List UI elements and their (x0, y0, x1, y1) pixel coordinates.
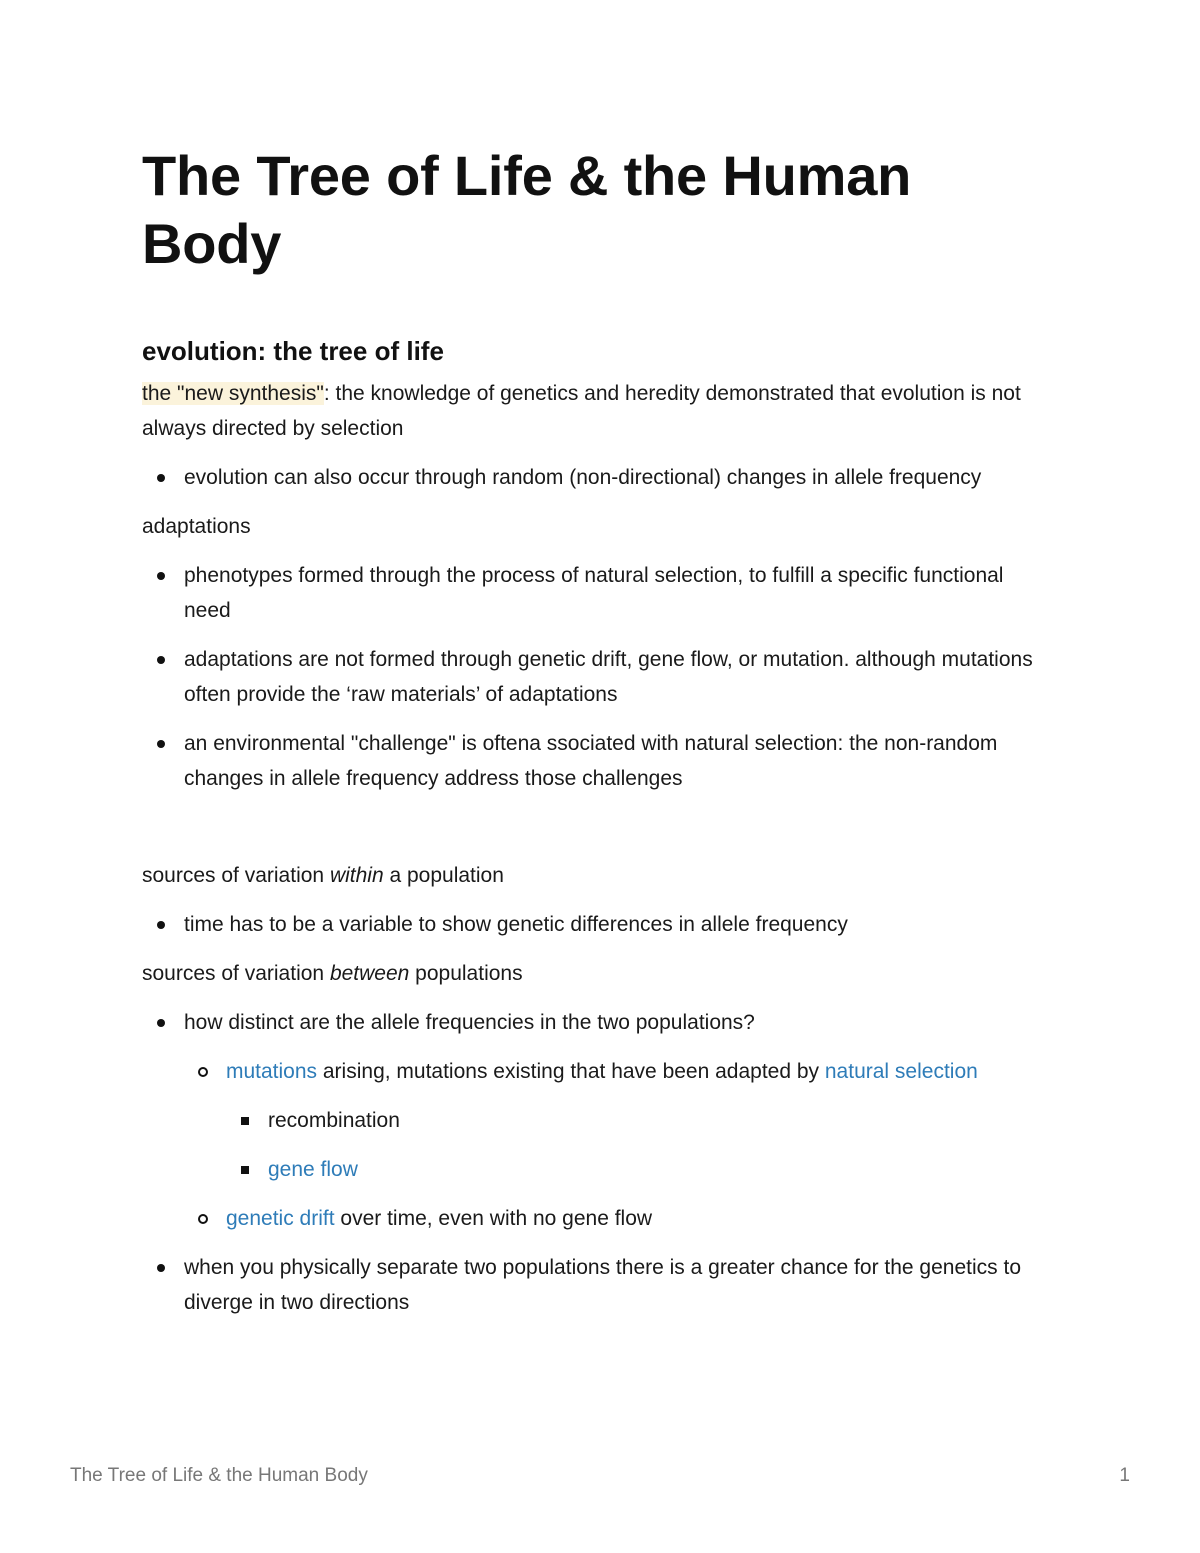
adaptations-heading: adaptations (142, 515, 251, 538)
between-heading (142, 956, 1042, 991)
within-heading-text-end: a population (383, 864, 504, 887)
within-bullet-list (142, 907, 1042, 942)
list-item: adaptations are not formed through genetic drift, gene flow, or mutation. although mutations often provide the ‘raw materials’ of adaptations (142, 642, 1042, 712)
within-heading (142, 858, 1042, 893)
sub-sub-list-item (226, 1152, 1042, 1187)
sub-bullet-list (184, 1054, 1042, 1236)
list-item-text: how distinct are the allele frequencies in the two populations? (184, 1011, 755, 1034)
between-heading-text: sources of variation (142, 962, 330, 985)
genetic-drift-link[interactable]: genetic drift (226, 1207, 335, 1230)
intro-bullet-list (142, 460, 1042, 495)
natural-selection-link[interactable]: natural selection (824, 1060, 978, 1083)
within-heading-text: sources of variation (142, 864, 330, 887)
page-title: The Tree of Life & the Human Body (142, 144, 912, 275)
sub-list-item-text: arising, mutations existing that have been adapted by (317, 1060, 825, 1083)
list-item: when you physically separate two populations there is a greater chance for the genetics to diverge in two directions (142, 1250, 1042, 1320)
gene-flow-link[interactable]: gene flow (268, 1158, 358, 1181)
list-item (142, 1005, 1042, 1236)
list-item: evolution can also occur through random (non-directional) changes in allele frequency (142, 460, 1042, 495)
within-emphasis: within (329, 864, 384, 887)
section-heading: evolution: the tree of life (142, 336, 444, 366)
intro-text: : the knowledge of genetics and heredity demonstrated that evolution is not always directed by selection (142, 382, 1021, 440)
highlighted-term: the "new synthesis" (142, 382, 324, 405)
sub-sub-list-item: recombination (226, 1103, 1042, 1138)
spacer (142, 796, 1042, 844)
sub-sub-bullet-list (226, 1103, 1042, 1187)
between-heading-text-end: populations (409, 962, 523, 985)
sub-list-item-text: over time, even with no gene flow (334, 1207, 653, 1230)
list-item: phenotypes formed through the process of natural selection, to fulfill a specific functional need (142, 558, 1042, 628)
page-number: 1 (1119, 1465, 1130, 1486)
mutations-link[interactable]: mutations (226, 1060, 318, 1083)
intro-paragraph (142, 376, 1042, 446)
document-page (142, 142, 1042, 1320)
sub-list-item (184, 1054, 1042, 1187)
footer-title: The Tree of Life & the Human Body (70, 1465, 368, 1486)
adaptations-bullet-list (142, 558, 1042, 796)
sub-list-item (184, 1201, 1042, 1236)
between-bullet-list (142, 1005, 1042, 1320)
between-emphasis: between (329, 962, 410, 985)
list-item: an environmental "challenge" is oftena ssociated with natural selection: the non-random changes in allele frequency address those challenges (142, 726, 1042, 796)
list-item: time has to be a variable to show genetic differences in allele frequency (142, 907, 1042, 942)
